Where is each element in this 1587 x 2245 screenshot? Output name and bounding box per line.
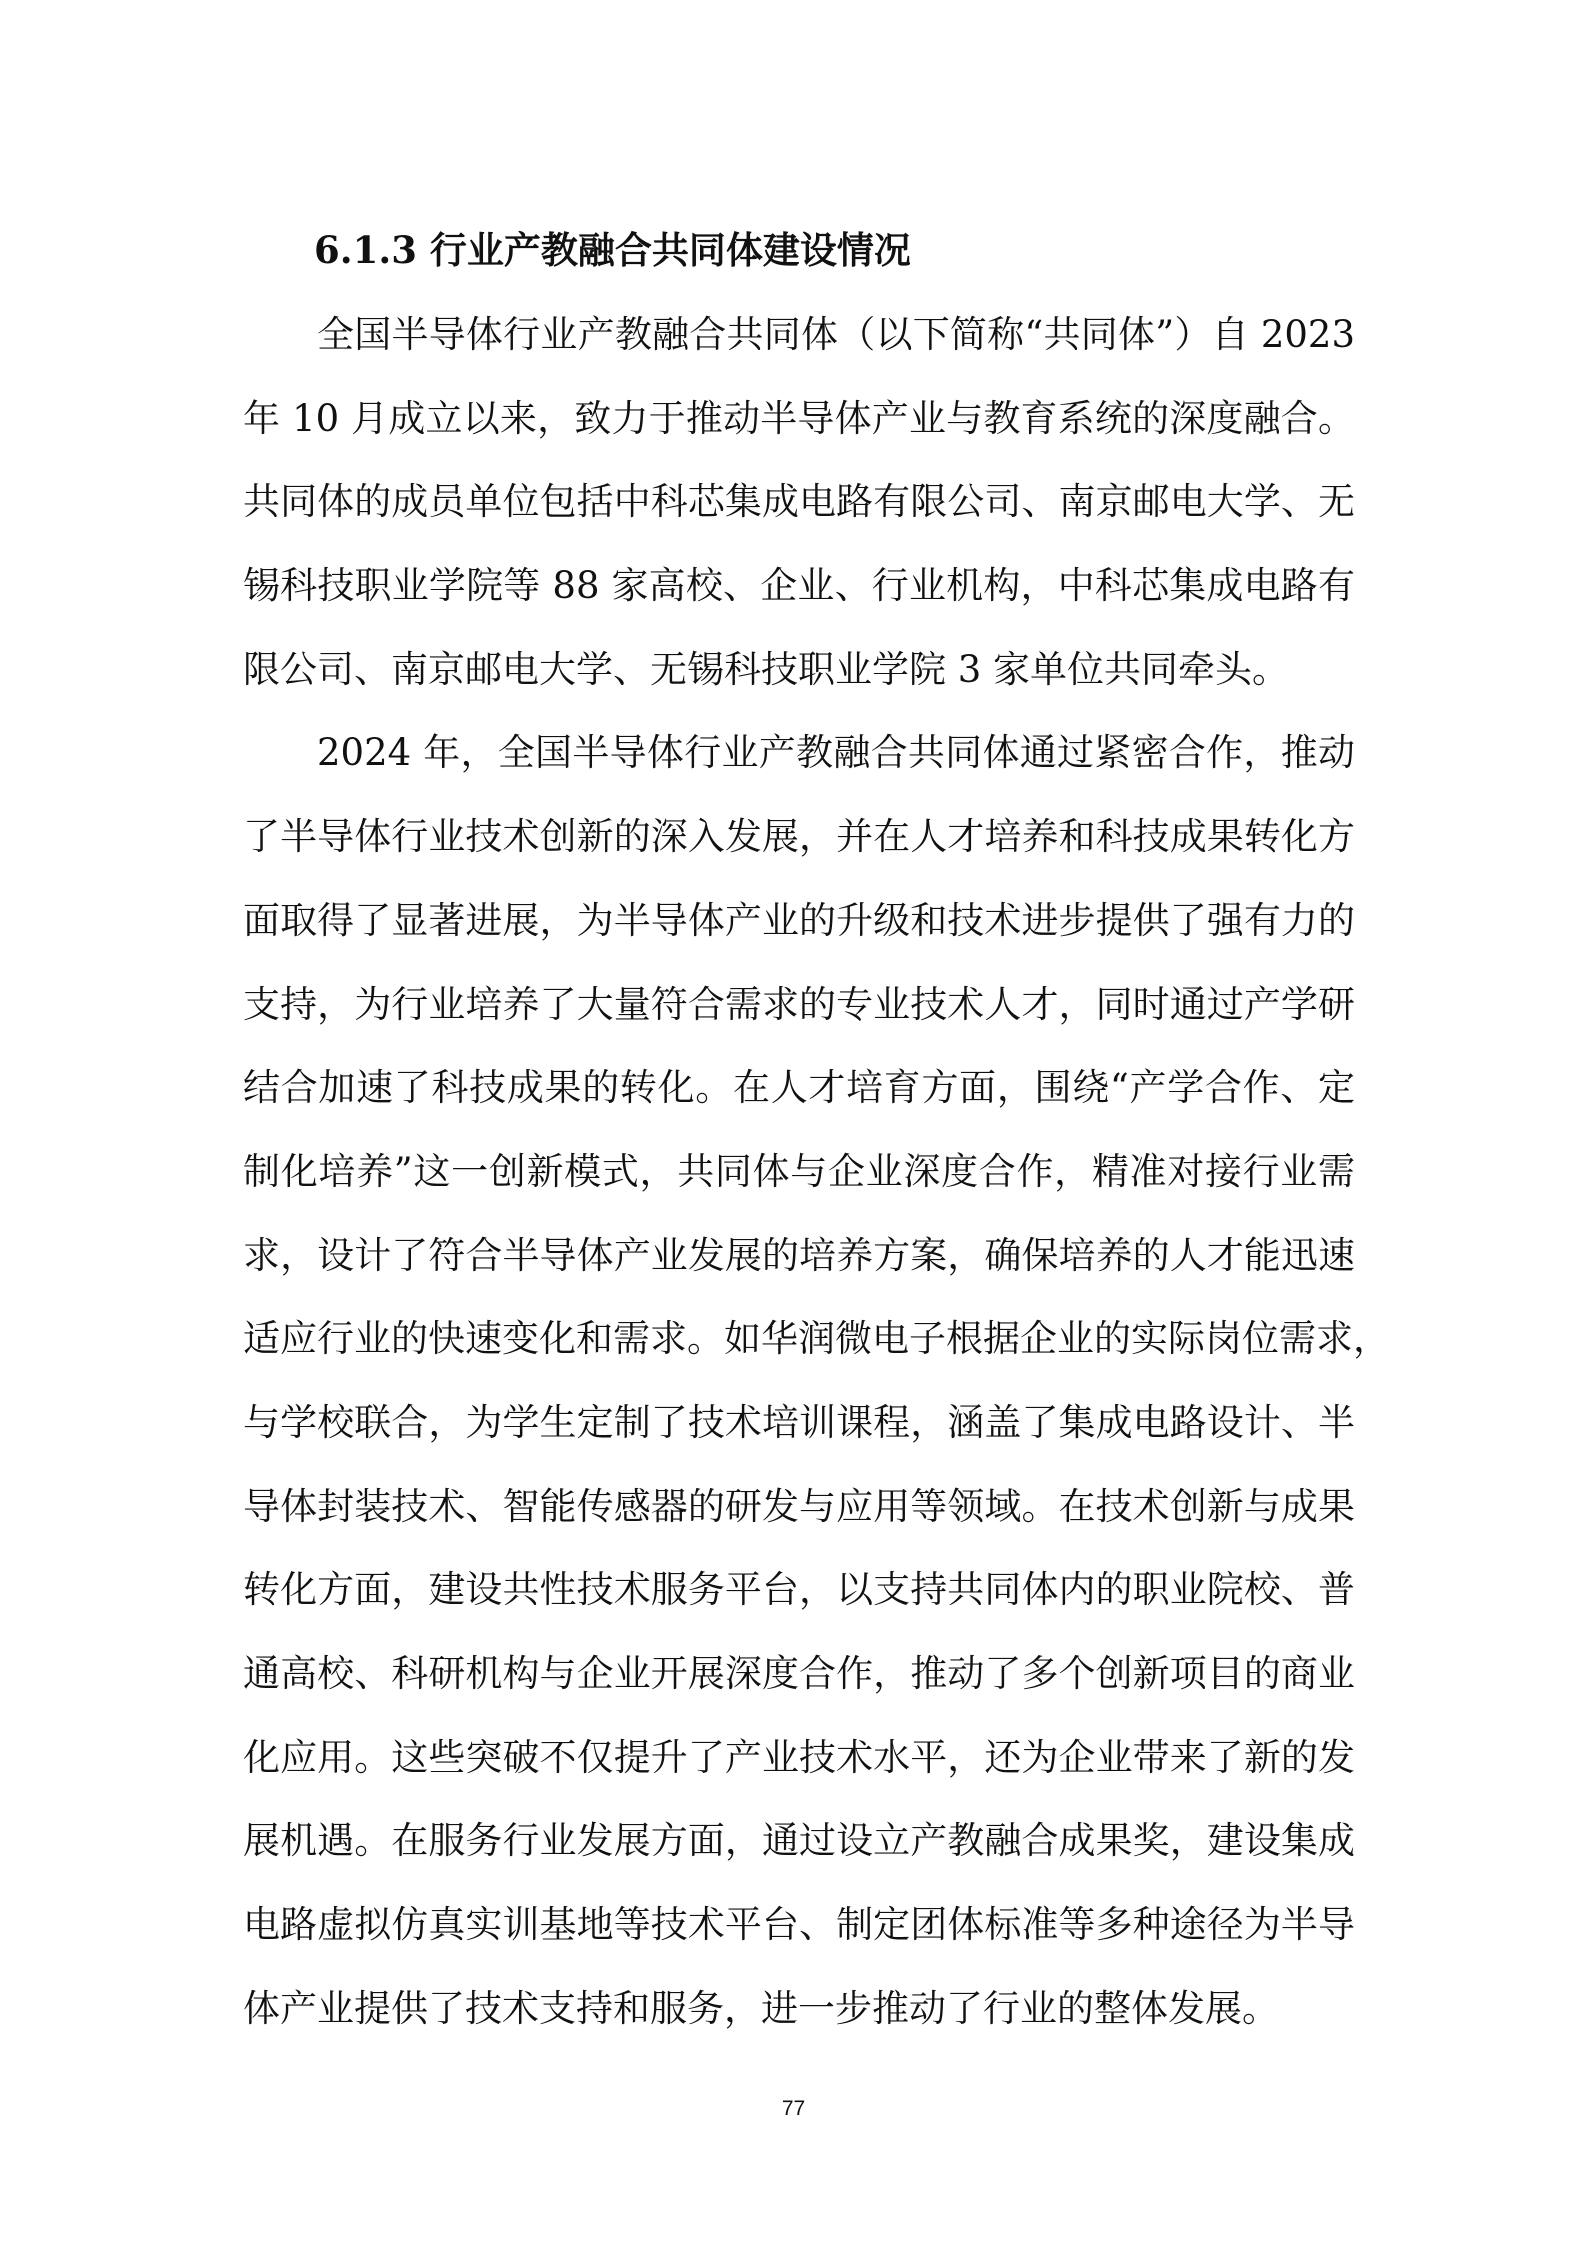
paragraph-line: 年 10 月成立以来，致力于推动半导体产业与教育系统的深度融合。 [243, 396, 1355, 440]
paragraph-line: 共同体的成员单位包括中科芯集成电路有限公司、南京邮电大学、无 [243, 480, 1355, 524]
paragraph-line: 面取得了显著进展，为半导体产业的升级和技术进步提供了强有力的 [243, 898, 1355, 942]
paragraph-line: 全国半导体行业产教融合共同体（以下简称“共同体”）自 2023 [317, 313, 1355, 356]
paragraph-line: 结合加速了科技成果的转化。在人才培育方面，围绕“产学合作、定 [243, 1066, 1355, 1110]
body-text [243, 293, 1390, 2050]
paragraph-line: 适应行业的快速变化和需求。如华润微电子根据企业的实际岗位需求， [243, 1317, 1390, 1361]
paragraph-2 [243, 711, 1390, 2050]
paragraph-line: 2024 年，全国半导体行业产教融合共同体通过紧密合作，推动 [317, 731, 1355, 775]
paragraph-line: 电路虚拟仿真实训基地等技术平台、制定团体标准等多种途径为半导 [243, 1903, 1355, 1947]
paragraph-line: 了半导体行业技术创新的深入发展，并在人才培养和科技成果转化方 [243, 815, 1355, 859]
paragraph-line: 与学校联合，为学生定制了技术培训课程，涵盖了集成电路设计、半 [243, 1400, 1355, 1444]
paragraph-line: 体产业提供了技术支持和服务，进一步推动了行业的整体发展。 [243, 1986, 1279, 2030]
paragraph-line: 限公司、南京邮电大学、无锡科技职业学院 3 家单位共同牵头。 [243, 647, 1290, 691]
paragraph-line: 展机遇。在服务行业发展方面，通过设立产教融合成果奖，建设集成 [243, 1819, 1355, 1863]
page-number: 77 [781, 2097, 806, 2120]
section-heading: 6.1.3 行业产教融合共同体建设情况 [314, 228, 911, 272]
paragraph-line: 支持，为行业培养了大量符合需求的专业技术人才，同时通过产学研 [243, 982, 1355, 1026]
paragraph-line: 制化培养”这一创新模式，共同体与企业深度合作，精准对接行业需 [243, 1149, 1355, 1193]
paragraph-line: 导体封装技术、智能传感器的研发与应用等领域。在技术创新与成果 [243, 1484, 1355, 1528]
paragraph-1 [243, 293, 1355, 711]
paragraph-line: 转化方面，建设共性技术服务平台，以支持共同体内的职业院校、普 [243, 1568, 1355, 1612]
paragraph-line: 化应用。这些突破不仅提升了产业技术水平，还为企业带来了新的发 [243, 1735, 1355, 1779]
paragraph-line: 通高校、科研机构与企业开展深度合作，推动了多个创新项目的商业 [243, 1652, 1355, 1695]
paragraph-line: 求，设计了符合半导体产业发展的培养方案，确保培养的人才能迅速 [243, 1233, 1355, 1277]
paragraph-line: 锡科技职业学院等 88 家高校、企业、行业机构，中科芯集成电路有 [243, 564, 1355, 608]
